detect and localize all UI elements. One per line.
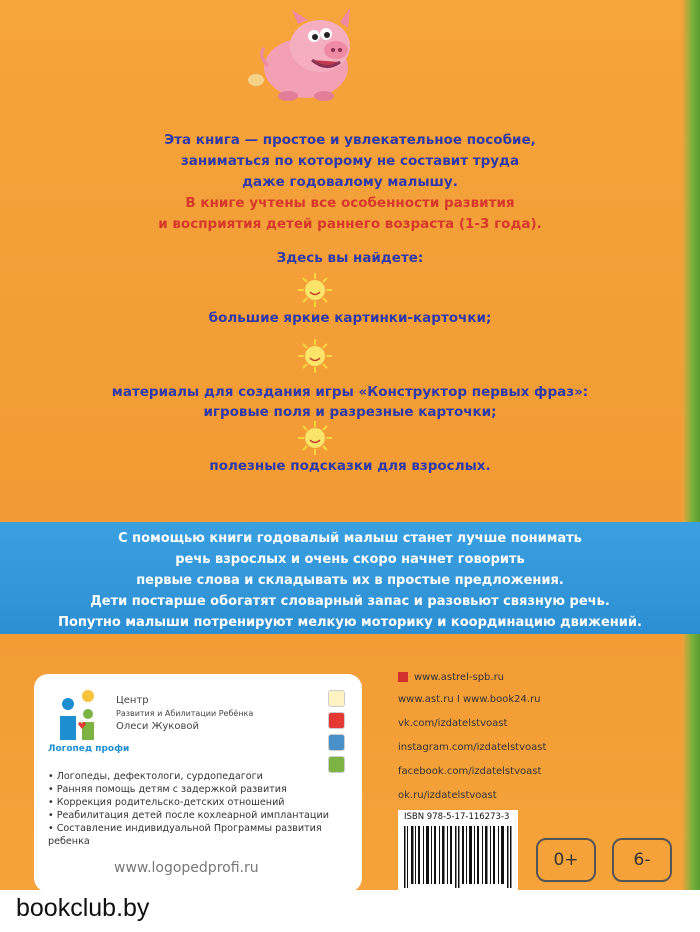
publisher-link[interactable] [398, 672, 504, 683]
publisher-link[interactable]: instagram.com/izdatelstvoast [398, 742, 547, 753]
publisher-link[interactable]: www.ast.ru I www.book24.ru [398, 694, 541, 705]
watermark-text: bookclub.by [16, 894, 150, 922]
publisher-link[interactable]: ok.ru/izdatelstvoast [398, 790, 497, 801]
centre-name [116, 694, 253, 733]
service-item: • Реабилитация детей после кохлеарной имплантации [48, 809, 358, 822]
publisher-logo-icon [398, 672, 408, 682]
feature-line: игровые поля и разрезные карточки; [203, 404, 497, 420]
sun-icon [297, 272, 333, 308]
isbn-text: ISBN 978-5-17-116273-3 [404, 812, 510, 822]
find-heading: Здесь вы найдете: [276, 250, 424, 266]
services-list [48, 770, 358, 848]
intro-line: В книге учтены все особенности развития [185, 195, 515, 211]
sun-icon [297, 338, 333, 374]
feature-cards: большие яркие картинки-карточки; [208, 310, 492, 326]
publisher-link-text: www.astrel-spb.ru [414, 672, 505, 683]
feature-constructor [0, 382, 700, 422]
logo-label: Логопед профи [48, 744, 130, 754]
watermark-bar [0, 890, 700, 932]
feature-line: материалы для создания игры «Конструктор первых фраз»: [111, 384, 589, 400]
barcode [402, 826, 514, 888]
description-line: первые слова и складывать их в простые предложения. [136, 573, 564, 588]
description-line: Попутно малыши потренируют мелкую моторику и координацию движений. [58, 615, 642, 630]
intro-line: заниматься по которому не составит труда [180, 153, 520, 169]
service-item: • Составление индивидуальной Программы развития ребенка [48, 822, 358, 848]
centre-line: Развития и Абилитации Ребёнка [116, 709, 254, 718]
pig-illustration [228, 6, 368, 106]
publisher-link[interactable]: vk.com/izdatelstvoast [398, 718, 508, 729]
description-line: С помощью книги годовалый малыш станет лучше понимать [118, 531, 582, 546]
description-line: Дети постарше обогатят словарный запас и разовьют связную речь. [90, 594, 610, 609]
website-link[interactable]: www.logopedprofi.ru [114, 860, 259, 876]
service-item: • Коррекция родительско-детских отношений [48, 796, 358, 809]
age-rating-badge: 6- [612, 838, 672, 882]
publisher-link[interactable]: facebook.com/izdatelstvoast [398, 766, 542, 777]
family-logo-icon [48, 686, 108, 748]
centre-line: Центр [116, 695, 149, 706]
age-rating-badge: 0+ [536, 838, 596, 882]
service-item: • Ранняя помощь детям с задержкой развития [48, 783, 358, 796]
intro-line: и восприятия детей раннего возраста (1-3 года). [158, 216, 542, 232]
description-band [0, 522, 700, 634]
service-item: • Логопеды, дефектологи, сурдопедагоги [48, 770, 358, 783]
social-icon [328, 690, 345, 707]
description-line: речь взрослых и очень скоро начнет говорить [175, 552, 525, 567]
logoped-ad-card [34, 674, 362, 892]
intro-text [0, 130, 700, 235]
description-text [0, 528, 700, 633]
centre-line: Олеси Жуковой [116, 721, 199, 732]
social-icon [328, 712, 345, 729]
intro-line: Эта книга — простое и увлекательное пособие, [164, 132, 536, 148]
feature-tips: полезные подсказки для взрослых. [209, 458, 491, 474]
intro-line: даже годовалому малышу. [242, 174, 458, 190]
social-icon [328, 734, 345, 751]
sun-icon [297, 420, 333, 456]
